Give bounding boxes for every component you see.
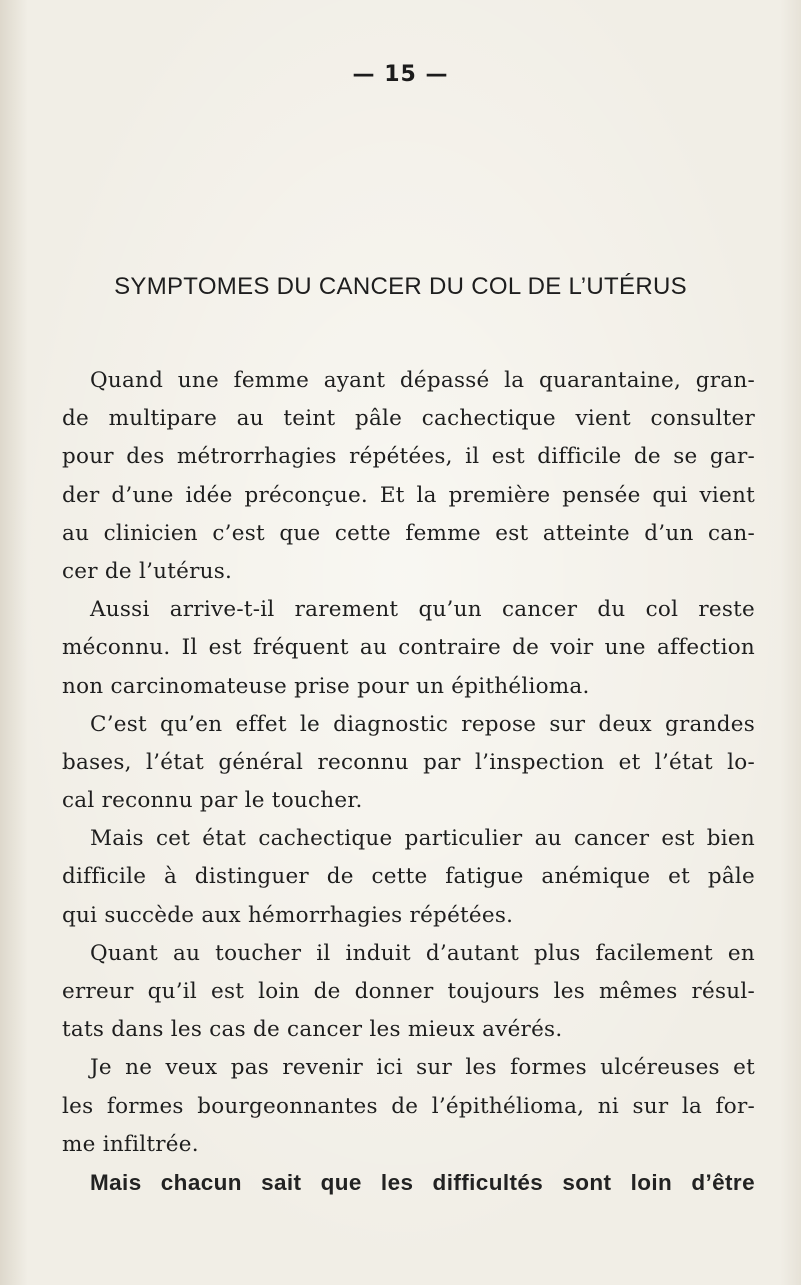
text-line: Quand une femme ayant dépassé la quarantaine, gran- [90,368,755,393]
text-line: cal reconnu par le toucher. [62,788,363,814]
body-text [62,362,755,1202]
text-line: les formes bourgeonnantes de l’épithélioma, ni sur la for- [62,1093,755,1119]
text-line: difficile à distinguer de cette fatigue anémique et pâle [62,864,755,890]
text-line: au clinicien c’est que cette femme est atteinte d’un can- [62,520,755,546]
text-line: Je ne veux pas revenir ici sur les formes ulcéreuses et [90,1055,755,1081]
text-line: me infiltrée. [62,1131,199,1157]
page-number: — 15 — [352,62,449,87]
text-line: cer de l’utérus. [62,558,233,584]
text-line: méconnu. Il est fréquent au contraire de voir une affection [62,635,755,661]
text-line: der d’une idée préconçue. Et la première pensée qui vient [62,482,755,508]
text-line: bases, l’état général reconnu par l’inspection et l’état lo- [62,749,755,775]
text-line: de multipare au teint pâle cachectique vient consulter [62,406,755,432]
text-line: non carcinomateuse prise pour un épithélioma. [62,673,590,699]
text-line: Quant au toucher il induit d’autant plus facilement en [90,940,755,966]
text-line: Mais chacun sait que les difficultés sont loin d’être [90,1169,755,1195]
text-line: tats dans les cas de cancer les mieux avérés. [62,1017,563,1043]
text-line: pour des métrorrhagies répétées, il est difficile de se gar- [62,444,755,470]
text-line: qui succède aux hémorrhagies répétées. [62,902,514,928]
chapter-title: SYMPTOMES DU CANCER DU COL DE L’UTÉRUS [114,273,687,300]
text-line: Mais cet état cachectique particulier au cancer est bien [90,826,755,852]
text-line: Aussi arrive-t-il rarement qu’un cancer du col reste [90,597,755,623]
text-line: C’est qu’en effet le diagnostic repose sur deux grandes [90,711,755,737]
text-line: erreur qu’il est loin de donner toujours les mêmes résul- [62,979,755,1004]
